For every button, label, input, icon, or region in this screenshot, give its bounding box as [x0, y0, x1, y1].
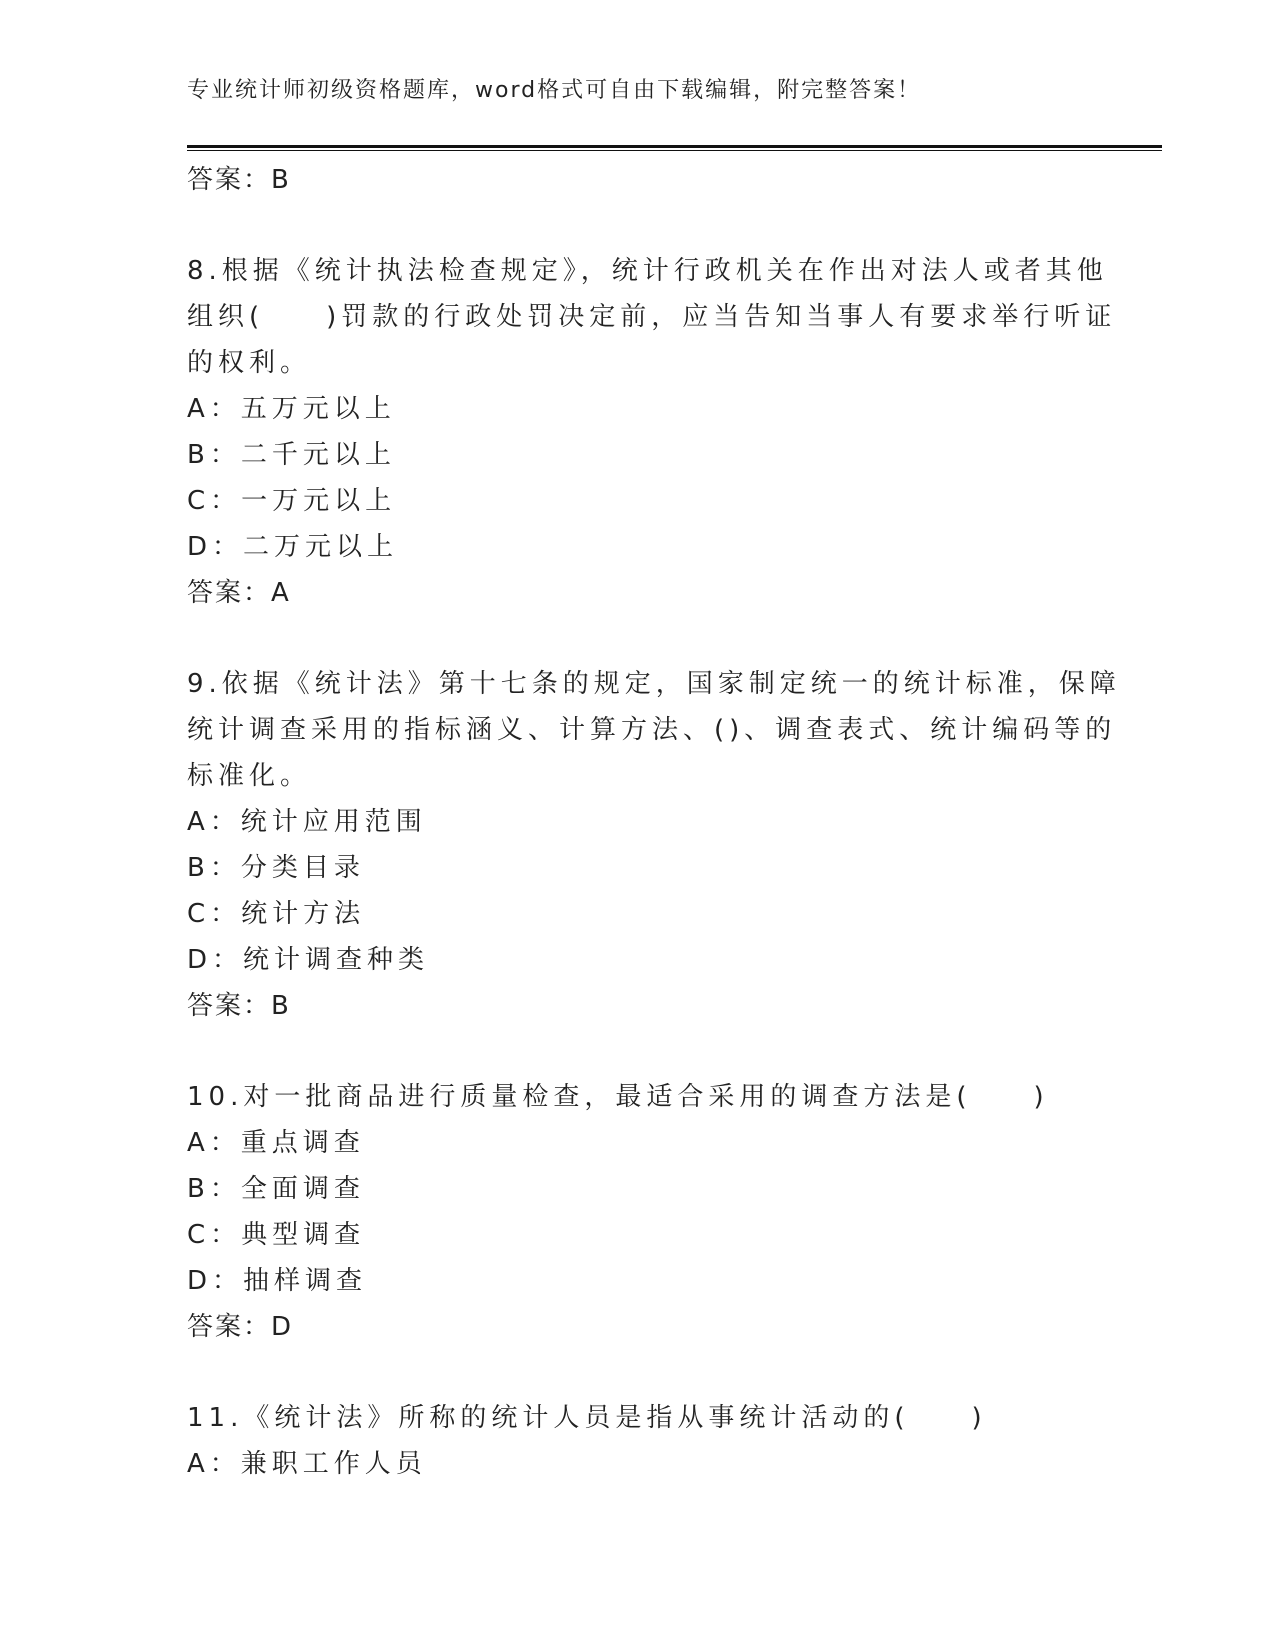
answer-label: 答案：B: [187, 991, 291, 1021]
option-c: C：一万元以上: [187, 486, 397, 516]
option-d: D：抽样调查: [187, 1266, 368, 1296]
question-text: 8.根据《统计执法检查规定》，统计行政机关在作出对法人或者其他: [187, 256, 1108, 286]
page-header: 专业统计师初级资格题库，word格式可自由下载编辑，附完整答案！: [187, 78, 922, 103]
option-a: A：兼职工作人员: [187, 1449, 427, 1479]
question-text: 统计调查采用的指标涵义、计算方法、()、调查表式、统计编码等的: [187, 715, 1117, 745]
answer-label: 答案：D: [187, 1312, 294, 1342]
answer-label: 答案：B: [187, 165, 291, 195]
option-a: A：重点调查: [187, 1128, 365, 1158]
option-a: A：五万元以上: [187, 394, 396, 424]
question-text: 9.依据《统计法》第十七条的规定，国家制定统一的统计标准，保障: [187, 669, 1121, 699]
question-text: 10.对一批商品进行质量检查，最适合采用的调查方法是( ): [187, 1082, 1049, 1112]
option-b: B：二千元以上: [187, 440, 396, 470]
document-body: [187, 157, 1121, 1487]
question-text: 标准化。: [187, 761, 312, 791]
question-11: [187, 1395, 1067, 1487]
question-text: 的权利。: [187, 348, 312, 378]
question-text: 组织( )罚款的行政处罚决定前，应当告知当事人有要求举行听证: [187, 302, 1117, 332]
option-d: D：二万元以上: [187, 532, 399, 562]
option-b: B：全面调查: [187, 1174, 365, 1204]
option-c: C：统计方法: [187, 899, 366, 929]
option-d: D：统计调查种类: [187, 945, 430, 975]
question-9: [187, 661, 1121, 1029]
question-text: 11.《统计法》所称的统计人员是指从事统计活动的( ): [187, 1403, 987, 1433]
question-10: [187, 1074, 1067, 1350]
header-divider-thin: [187, 150, 1162, 151]
option-a: A：统计应用范围: [187, 807, 427, 837]
option-c: C：典型调查: [187, 1220, 366, 1250]
question-8: [187, 248, 1117, 616]
option-b: B：分类目录: [187, 853, 365, 883]
answer-label: 答案：A: [187, 578, 291, 608]
header-divider: [187, 145, 1162, 148]
